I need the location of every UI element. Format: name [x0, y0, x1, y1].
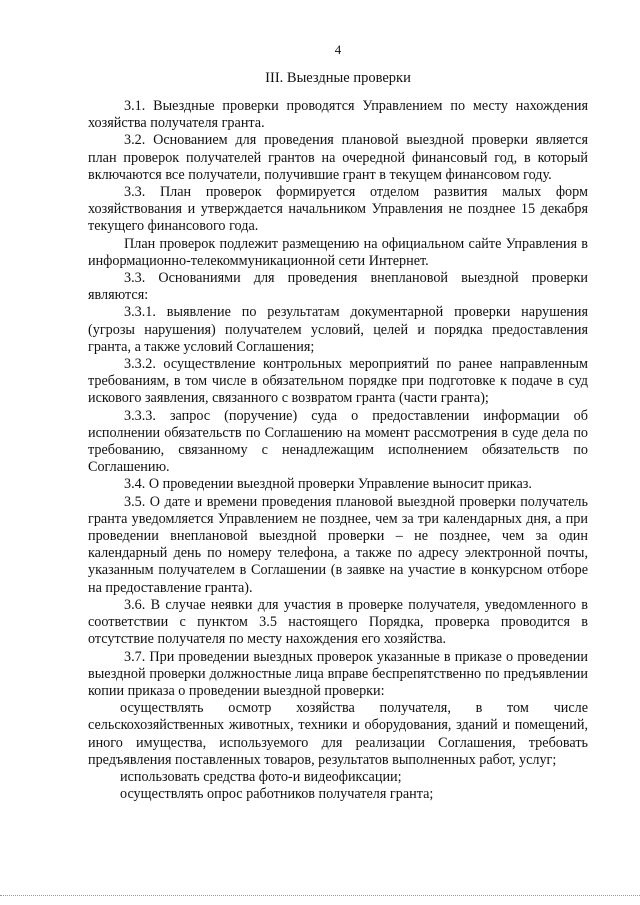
list-item-inspection: осуществлять осмотр хозяйства получателя, в том числе сельскохозяйственных животных, техники и оборудования, зданий и помещений, иного имущества, используемого для реализации Соглашения, требовать предъявления поставленных товаров, результатов выполненных работ, услуг; — [88, 700, 588, 768]
document-page — [88, 0, 588, 905]
page-number: 4 — [334, 42, 342, 57]
document-body — [88, 98, 588, 803]
section-title: III. Выездные проверки — [265, 70, 411, 86]
list-item-survey: осуществлять опрос работников получателя гранта; — [120, 786, 434, 803]
list-item-photo-video: использовать средства фото-и видеофиксации; — [120, 768, 402, 785]
paragraph-3-4: 3.4. О проведении выездной проверки Управление выносит приказ. — [124, 476, 532, 493]
paragraph-3-3-3: 3.3.3. запрос (поручение) суда о предоставлении информации об исполнении обязательств по Соглашению на момент рассмотрения в суде дела по требованию, связанному с ненадлежащим исполнением обязательств по Соглашению. — [88, 407, 588, 476]
paragraph-3-6: 3.6. В случае неявки для участия в проверке получателя, уведомленного в соответствии с пунктом 3.5 настоящего Порядка, проверка проводится в отсутствие получателя по месту нахождения его хозяйства. — [88, 596, 588, 648]
paragraph-3-7: 3.7. При проведении выездных проверок указанные в приказе о проведении выездной проверки должностные лица вправе беспрепятственно по предъявлении копии приказа о проведении выездной проверки: — [88, 648, 588, 699]
paragraph-3-3-1: 3.3.1. выявление по результатам документарной проверки нарушения (угрозы нарушения) получателем условий, целей и порядка предоставления гранта, а также условий Соглашения; — [88, 304, 588, 355]
paragraph-3-5: 3.5. О дате и времени проведения плановой выездной проверки получатель гранта уведомляется Управлением не позднее, чем за три календарных дня, а при проведении внеплановой выездной проверки – не позднее, чем за один календарный день по номеру телефона, а также по адресу электронной почты, указанным получателем в Соглашении (в заявке на участие в конкурсном отборе на предоставление гранта). — [88, 493, 588, 596]
paragraph-3-3-plan: 3.3. План проверок формируется отделом развития малых форм хозяйствования и утверждается начальником Управления не позднее 15 декабря текущего финансового года. — [88, 184, 588, 235]
paragraph-3-3-2: 3.3.2. осуществление контрольных мероприятий по ранее направленным требованиям, в том числе в обязательном порядке при подготовке к подаче в суд искового заявления, связанного с возвратом гранта (части гранта); — [88, 356, 588, 407]
paragraph-3-2: 3.2. Основанием для проведения плановой выездной проверки является план проверок получателей грантов на очередной финансовый год, в который включаются все получатели, получившие грант в текущем финансовом году. — [88, 132, 588, 183]
paragraph-3-1: 3.1. Выездные проверки проводятся Управлением по месту нахождения хозяйства получателя гранта. — [88, 98, 588, 132]
paragraph-plan-publication: План проверок подлежит размещению на официальном сайте Управления в информационно-телекоммуникационной сети Интернет. — [88, 235, 588, 269]
paragraph-3-3-grounds: 3.3. Основаниями для проведения внеплановой выездной проверки являются: — [88, 270, 588, 304]
scan-edge-line — [0, 895, 640, 899]
